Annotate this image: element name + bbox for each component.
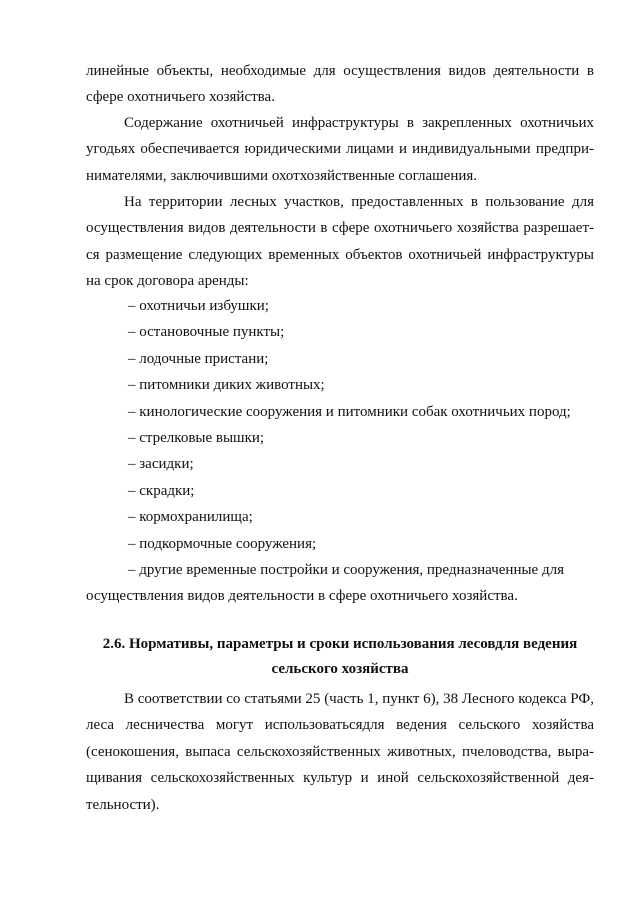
list-item: – засидки; bbox=[128, 456, 194, 473]
paragraph-infrastructure-maintenance: Содержание охотничьей инфраструктуры в закрепленных охотничьих угодьях обеспечивается юридическими лицами и индивидуальными предпринимателями, заключившими охотхозяйственные соглашения. bbox=[86, 115, 594, 184]
list-item-other-structures: – другие временные постройки и сооружения, предназначенные для осуществления видов деятельности в сфере охотничьего хозяйства. bbox=[86, 562, 564, 605]
list-item: – питомники диких животных; bbox=[128, 377, 325, 394]
list-item: – лодочные пристани; bbox=[128, 350, 269, 367]
list-item: – охотничьи избушки; bbox=[128, 298, 269, 314]
list-item: – кинологические сооружения и питомники собак охотничьих пород; bbox=[128, 403, 571, 420]
list-item: – скрадки; bbox=[128, 482, 195, 499]
paragraph-agriculture-use: В соответствии со статьями 25 (часть 1, пункт 6), 38 Лесного кодекса РФ, леса лесничества могут использоватьсядля ведения сельского хозяйства (сенокошения, выпаса сельскохозяйственных животных, пчеловодства, выращивания сельскохозяйственных культур и иной сельскохозяйственной деятельности). bbox=[86, 691, 594, 813]
infrastructure-list bbox=[128, 293, 598, 557]
paragraph-forest-plots: На территории лесных участков, предоставленных в пользование для осуществления видов деятельности в сфере охотничьего хозяйства разрешается размещение следующих временных объектов охотничьей инфраструктуры на срок договора аренды: bbox=[86, 194, 594, 290]
paragraph-linear-objects: линейные объекты, необходимые для осуществления видов деятельности в сфере охотничьего хозяйства. bbox=[86, 63, 594, 106]
section-heading: 2.6. Нормативы, параметры и сроки использования лесовдля ведения сельского хозяйства bbox=[102, 636, 578, 677]
list-item: – стрелковые вышки; bbox=[128, 430, 265, 447]
list-item: – кормохранилища; bbox=[128, 509, 253, 526]
list-item: – подкормочные сооружения; bbox=[128, 535, 317, 552]
list-item: – остановочные пункты; bbox=[128, 324, 285, 341]
